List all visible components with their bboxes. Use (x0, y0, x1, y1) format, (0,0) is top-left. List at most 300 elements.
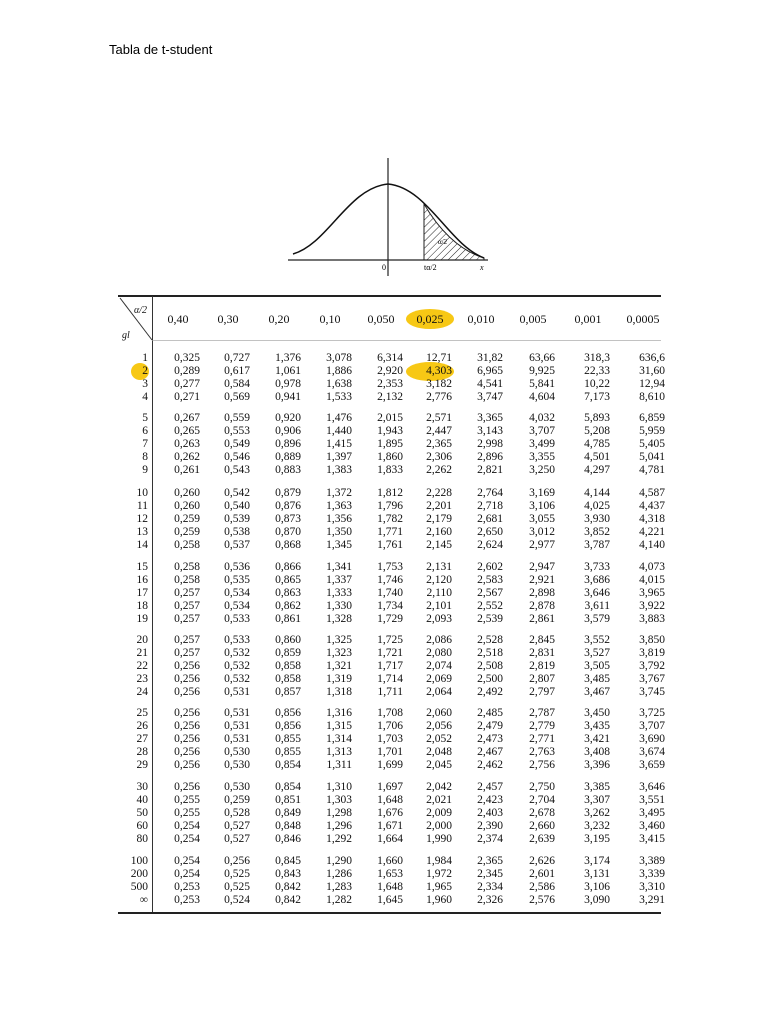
table-cell: 2,374 (477, 833, 503, 845)
table-cell: 3,505 (584, 660, 610, 672)
table-cell: 1,860 (377, 451, 403, 463)
table-cell: 0,257 (174, 600, 200, 612)
table-cell: 1,315 (326, 720, 352, 732)
table-cell: 3,646 (639, 781, 665, 793)
table-cell: 1,286 (326, 868, 352, 880)
table-cell: 3,922 (639, 600, 665, 612)
table-cell: 4,032 (529, 412, 555, 424)
table-cell: 0,527 (224, 833, 250, 845)
table-cell: 0,257 (174, 587, 200, 599)
table-cell: 1,363 (326, 500, 352, 512)
table-cell: 0,849 (275, 807, 301, 819)
table-cell: 63,66 (529, 352, 555, 364)
table-cell: 2,831 (529, 647, 555, 659)
table-cell: 1,721 (377, 647, 403, 659)
table-cell: 0,846 (275, 833, 301, 845)
table-cell: 2,074 (426, 660, 452, 672)
table-cell: 4,541 (477, 378, 503, 390)
table-cell: 2,228 (426, 487, 452, 499)
table-cell: 0,533 (224, 634, 250, 646)
table-cell: 2,878 (529, 600, 555, 612)
table-cell: 1,383 (326, 464, 352, 476)
gl-label: 500 (130, 881, 148, 893)
table-cell: 2,365 (426, 438, 452, 450)
table-cell: 1,706 (377, 720, 403, 732)
gl-label: 80 (136, 833, 148, 845)
table-cell: 3,499 (529, 438, 555, 450)
table-cell: 0,530 (224, 781, 250, 793)
table-cell: 2,602 (477, 561, 503, 573)
table-cell: 3,106 (529, 500, 555, 512)
table-cell: 0,889 (275, 451, 301, 463)
table-cell: 3,355 (529, 451, 555, 463)
gl-label: 10 (136, 487, 148, 499)
table-cell: 1,345 (326, 539, 352, 551)
table-cell: 0,533 (224, 613, 250, 625)
table-cell: 3,690 (639, 733, 665, 745)
gl-label: 14 (136, 539, 148, 551)
table-cell: 2,896 (477, 451, 503, 463)
table-cell: 0,542 (224, 487, 250, 499)
t-alpha-label: tα/2 (424, 263, 437, 272)
gl-label: 12 (136, 513, 148, 525)
table-cell: 3,291 (639, 894, 665, 906)
table-header-separator (152, 340, 661, 341)
table-cell: 3,460 (639, 820, 665, 832)
table-cell: 1,972 (426, 868, 452, 880)
table-top-rule (118, 295, 661, 297)
table-cell: 4,025 (584, 500, 610, 512)
gl-label: 22 (136, 660, 148, 672)
x-axis-label: x (480, 263, 484, 272)
table-cell: 0,920 (275, 412, 301, 424)
table-cell: 6,859 (639, 412, 665, 424)
table-cell: 0,532 (224, 673, 250, 685)
table-cell: 2,624 (477, 539, 503, 551)
table-cell: 4,140 (639, 539, 665, 551)
table-cell: 3,707 (639, 720, 665, 732)
table-cell: 3,415 (639, 833, 665, 845)
table-cell: 3,467 (584, 686, 610, 698)
table-cell: 2,009 (426, 807, 452, 819)
table-cell: 2,101 (426, 600, 452, 612)
table-cell: 3,852 (584, 526, 610, 538)
table-cell: 31,60 (639, 365, 665, 377)
table-cell: 2,977 (529, 539, 555, 551)
table-cell: 0,261 (174, 464, 200, 476)
table-cell: 3,055 (529, 513, 555, 525)
table-cell: 0,845 (275, 855, 301, 867)
column-header: 0,010 (467, 312, 495, 326)
table-cell: 2,528 (477, 634, 503, 646)
table-cell: 1,323 (326, 647, 352, 659)
table-cell: 0,868 (275, 539, 301, 551)
table-cell: 4,297 (584, 464, 610, 476)
table-cell: 1,638 (326, 378, 352, 390)
table-cell: 3,143 (477, 425, 503, 437)
table-cell: 0,253 (174, 881, 200, 893)
table-cell: 0,531 (224, 720, 250, 732)
column-header: 0,050 (367, 312, 395, 326)
table-cell: 0,539 (224, 513, 250, 525)
table-cell: 0,277 (174, 378, 200, 390)
table-cell: 0,540 (224, 500, 250, 512)
column-header: 0,001 (574, 312, 602, 326)
table-cell: 2,120 (426, 574, 452, 586)
table-cell: 3,169 (529, 487, 555, 499)
table-cell: 2,764 (477, 487, 503, 499)
table-cell: 1,296 (326, 820, 352, 832)
table-cell: 0,896 (275, 438, 301, 450)
table-cell: 2,093 (426, 613, 452, 625)
table-cell: 5,041 (639, 451, 665, 463)
table-cell: 0,531 (224, 686, 250, 698)
table-cell: 2,048 (426, 746, 452, 758)
table-cell: 3,307 (584, 794, 610, 806)
table-cell: 0,978 (275, 378, 301, 390)
table-cell: 2,947 (529, 561, 555, 573)
table-cell: 0,255 (174, 794, 200, 806)
table-bottom-rule (118, 912, 661, 914)
table-cell: 2,797 (529, 686, 555, 698)
table-cell: 1,699 (377, 759, 403, 771)
table-cell: 2,457 (477, 781, 503, 793)
table-cell: 3,385 (584, 781, 610, 793)
table-cell: 0,549 (224, 438, 250, 450)
table-cell: 10,22 (584, 378, 610, 390)
table-cell: 0,525 (224, 881, 250, 893)
table-cell: 0,528 (224, 807, 250, 819)
table-cell: 3,106 (584, 881, 610, 893)
table-cell: 4,604 (529, 391, 555, 403)
gl-label: 18 (136, 600, 148, 612)
table-cell: 0,537 (224, 539, 250, 551)
table-cell: 0,260 (174, 487, 200, 499)
table-cell: 2,365 (477, 855, 503, 867)
table-cell: 3,733 (584, 561, 610, 573)
table-cell: 3,674 (639, 746, 665, 758)
table-cell: 0,260 (174, 500, 200, 512)
table-cell: 0,256 (174, 746, 200, 758)
table-cell: 2,626 (529, 855, 555, 867)
gl-label: 7 (142, 438, 148, 450)
table-cell: 1,645 (377, 894, 403, 906)
table-cell: 2,306 (426, 451, 452, 463)
table-cell: 318,3 (584, 352, 610, 364)
table-cell: 2,390 (477, 820, 503, 832)
table-cell: 4,318 (639, 513, 665, 525)
gl-label: 200 (130, 868, 148, 880)
table-cell: 3,965 (639, 587, 665, 599)
table-cell: 2,601 (529, 868, 555, 880)
table-cell: 3,819 (639, 647, 665, 659)
table-cell: 2,763 (529, 746, 555, 758)
table-cell: 2,479 (477, 720, 503, 732)
table-cell: 2,492 (477, 686, 503, 698)
gl-label: 8 (142, 451, 148, 463)
table-cell: 3,792 (639, 660, 665, 672)
table-cell: 1,356 (326, 513, 352, 525)
table-cell: 1,812 (377, 487, 403, 499)
table-cell: 2,586 (529, 881, 555, 893)
table-cell: 1,333 (326, 587, 352, 599)
table-cell: 2,756 (529, 759, 555, 771)
table-cell: 1,697 (377, 781, 403, 793)
table-cell: 1,298 (326, 807, 352, 819)
table-cell: 2,462 (477, 759, 503, 771)
table-cell: 1,671 (377, 820, 403, 832)
table-cell: 3,787 (584, 539, 610, 551)
table-cell: 0,535 (224, 574, 250, 586)
table-cell: 3,182 (426, 378, 452, 390)
table-cell: 0,259 (174, 526, 200, 538)
table-cell: 0,256 (174, 781, 200, 793)
table-cell: 2,898 (529, 587, 555, 599)
table-cell: 1,376 (275, 352, 301, 364)
table-cell: 1,310 (326, 781, 352, 793)
table-cell: 2,819 (529, 660, 555, 672)
table-cell: 3,012 (529, 526, 555, 538)
table-cell: 1,314 (326, 733, 352, 745)
table-cell: 0,858 (275, 660, 301, 672)
table-cell: 1,701 (377, 746, 403, 758)
table-cell: 2,201 (426, 500, 452, 512)
table-cell: 2,508 (477, 660, 503, 672)
table-cell: 2,064 (426, 686, 452, 698)
table-cell: 0,258 (174, 561, 200, 573)
table-cell: 2,776 (426, 391, 452, 403)
table-cell: 3,527 (584, 647, 610, 659)
gl-label: 13 (136, 526, 148, 538)
gl-label: 19 (136, 613, 148, 625)
area-label: α/2 (438, 238, 448, 246)
table-cell: 2,403 (477, 807, 503, 819)
table-cell: 0,843 (275, 868, 301, 880)
table-cell: 2,080 (426, 647, 452, 659)
table-cell: 1,734 (377, 600, 403, 612)
table-cell: 3,310 (639, 881, 665, 893)
table-cell: 0,851 (275, 794, 301, 806)
table-cell: 0,879 (275, 487, 301, 499)
table-cell: 6,314 (377, 352, 403, 364)
table-cell: 3,131 (584, 868, 610, 880)
table-cell: 2,583 (477, 574, 503, 586)
table-cell: 1,714 (377, 673, 403, 685)
table-cell: 1,740 (377, 587, 403, 599)
table-cell: 0,855 (275, 746, 301, 758)
table-cell: 1,283 (326, 881, 352, 893)
table-cell: 2,787 (529, 707, 555, 719)
table-cell: 3,262 (584, 807, 610, 819)
table-cell: 1,350 (326, 526, 352, 538)
table-cell: 2,467 (477, 746, 503, 758)
table-cell: 31,82 (477, 352, 503, 364)
gl-label: 28 (136, 746, 148, 758)
table-cell: 4,015 (639, 574, 665, 586)
table-cell: 1,725 (377, 634, 403, 646)
table-cell: 1,313 (326, 746, 352, 758)
table-cell: 0,256 (174, 707, 200, 719)
table-cell: 9,925 (529, 365, 555, 377)
table-cell: 0,861 (275, 613, 301, 625)
table-cell: 3,551 (639, 794, 665, 806)
table-cell: 0,532 (224, 660, 250, 672)
table-cell: 1,753 (377, 561, 403, 573)
table-cell: 0,906 (275, 425, 301, 437)
table-cell: 1,397 (326, 451, 352, 463)
table-cell: 0,258 (174, 539, 200, 551)
table-cell: 2,262 (426, 464, 452, 476)
gl-label: 100 (130, 855, 148, 867)
gl-label: 3 (142, 378, 148, 390)
table-cell: 2,326 (477, 894, 503, 906)
table-cell: 5,841 (529, 378, 555, 390)
table-cell: 2,132 (377, 391, 403, 403)
gl-label: 16 (136, 574, 148, 586)
gl-label: ∞ (139, 894, 148, 906)
table-cell: 1,533 (326, 391, 352, 403)
table-cell: 0,546 (224, 451, 250, 463)
gl-label: 23 (136, 673, 148, 685)
table-cell: 3,611 (584, 600, 610, 612)
table-cell: 0,256 (174, 686, 200, 698)
table-cell: 4,437 (639, 500, 665, 512)
table-cell: 0,617 (224, 365, 250, 377)
table-cell: 2,110 (426, 587, 452, 599)
table-cell: 0,883 (275, 464, 301, 476)
table-cell: 3,421 (584, 733, 610, 745)
table-cell: 0,859 (275, 647, 301, 659)
table-cell: 0,254 (174, 855, 200, 867)
table-cell: 8,610 (639, 391, 665, 403)
gl-label: 26 (136, 720, 148, 732)
table-cell: 2,345 (477, 868, 503, 880)
table-cell: 0,858 (275, 673, 301, 685)
table-cell: 0,860 (275, 634, 301, 646)
table-cell: 1,292 (326, 833, 352, 845)
table-cell: 3,495 (639, 807, 665, 819)
table-cell: 1,648 (377, 794, 403, 806)
table-cell: 0,559 (224, 412, 250, 424)
table-cell: 0,531 (224, 707, 250, 719)
table-cell: 3,250 (529, 464, 555, 476)
table-cell: 2,052 (426, 733, 452, 745)
table-cell: 1,318 (326, 686, 352, 698)
table-cell: 1,319 (326, 673, 352, 685)
table-cell: 2,045 (426, 759, 452, 771)
table-cell: 0,873 (275, 513, 301, 525)
table-cell: 3,174 (584, 855, 610, 867)
gl-label: 50 (136, 807, 148, 819)
table-cell: 2,500 (477, 673, 503, 685)
table-cell: 1,676 (377, 807, 403, 819)
table-cell: 2,678 (529, 807, 555, 819)
table-cell: 1,330 (326, 600, 352, 612)
table-cell: 0,262 (174, 451, 200, 463)
table-cell: 3,745 (639, 686, 665, 698)
table-cell: 0,842 (275, 881, 301, 893)
gl-label: 40 (136, 794, 148, 806)
gl-label: 5 (142, 412, 148, 424)
table-cell: 2,145 (426, 539, 452, 551)
gl-label: 1 (142, 352, 148, 364)
table-cell: 0,256 (224, 855, 250, 867)
table-cell: 0,862 (275, 600, 301, 612)
table-cell: 3,408 (584, 746, 610, 758)
table-cell: 0,256 (174, 720, 200, 732)
table-cell: 1,771 (377, 526, 403, 538)
table-cell: 1,337 (326, 574, 352, 586)
table-cell: 7,173 (584, 391, 610, 403)
table-cell: 0,569 (224, 391, 250, 403)
table-cell: 2,650 (477, 526, 503, 538)
table-cell: 0,254 (174, 868, 200, 880)
column-header: 0,30 (217, 312, 239, 326)
table-cell: 4,501 (584, 451, 610, 463)
column-header: 0,025 (416, 312, 444, 326)
table-cell: 3,232 (584, 820, 610, 832)
t-distribution-curve-figure (288, 158, 503, 278)
table-cell: 1,782 (377, 513, 403, 525)
table-cell: 3,435 (584, 720, 610, 732)
table-cell: 3,850 (639, 634, 665, 646)
gl-label: 9 (142, 464, 148, 476)
table-cell: 1,746 (377, 574, 403, 586)
table-cell: 0,527 (224, 820, 250, 832)
table-cell: 1,303 (326, 794, 352, 806)
table-cell: 2,639 (529, 833, 555, 845)
table-cell: 0,856 (275, 720, 301, 732)
table-cell: 3,485 (584, 673, 610, 685)
gl-label: 21 (136, 647, 148, 659)
table-cell: 3,450 (584, 707, 610, 719)
table-cell: 1,328 (326, 613, 352, 625)
origin-label: 0 (382, 263, 386, 272)
table-cell: 0,854 (275, 759, 301, 771)
table-cell: 1,895 (377, 438, 403, 450)
table-cell: 4,781 (639, 464, 665, 476)
table-cell: 0,256 (174, 733, 200, 745)
table-cell: 1,415 (326, 438, 352, 450)
table-cell: 1,061 (275, 365, 301, 377)
table-cell: 2,660 (529, 820, 555, 832)
table-cell: 12,94 (639, 378, 665, 390)
table-cell: 2,015 (377, 412, 403, 424)
table-cell: 1,729 (377, 613, 403, 625)
table-cell: 22,33 (584, 365, 610, 377)
table-cell: 3,389 (639, 855, 665, 867)
gl-label: 11 (136, 500, 148, 512)
table-cell: 1,653 (377, 868, 403, 880)
table-cell: 2,567 (477, 587, 503, 599)
table-cell: 3,579 (584, 613, 610, 625)
table-cell: 2,845 (529, 634, 555, 646)
gl-label: 25 (136, 707, 148, 719)
table-cell: 0,876 (275, 500, 301, 512)
table-cell: 0,531 (224, 733, 250, 745)
table-cell: 0,265 (174, 425, 200, 437)
table-cell: 2,021 (426, 794, 452, 806)
table-cell: 1,476 (326, 412, 352, 424)
table-cell: 3,365 (477, 412, 503, 424)
table-cell: 0,848 (275, 820, 301, 832)
gl-label: 4 (142, 391, 148, 403)
table-cell: 2,000 (426, 820, 452, 832)
table-cell: 1,990 (426, 833, 452, 845)
table-cell: 1,703 (377, 733, 403, 745)
table-cell: 1,316 (326, 707, 352, 719)
table-cell: 3,396 (584, 759, 610, 771)
